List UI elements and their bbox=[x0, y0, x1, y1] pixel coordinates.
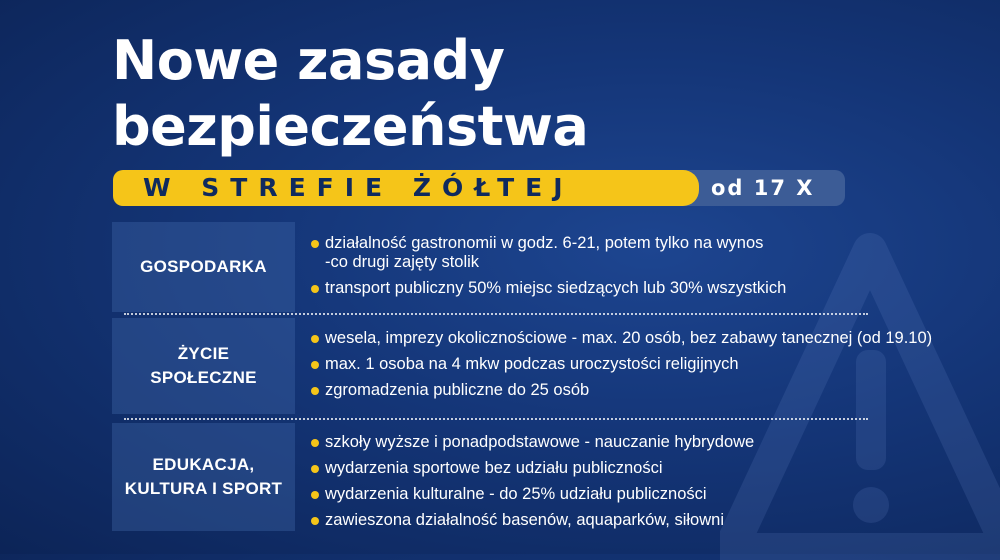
zone-date: od 17 X bbox=[711, 176, 815, 200]
bullet-dot-icon bbox=[311, 465, 319, 473]
section-divider bbox=[124, 418, 868, 420]
category-label: GOSPODARKA bbox=[140, 257, 267, 276]
category-label: EDUKACJA, KULTURA I SPORT bbox=[124, 455, 283, 498]
zone-banner bbox=[113, 170, 845, 206]
category-label: ŻYCIE SPOŁECZNE bbox=[150, 344, 257, 387]
list-item: transport publiczny 50% miejsc siedzących lub 30% wszystkich bbox=[311, 279, 991, 298]
title-line-2: bezpieczeństwa bbox=[112, 95, 589, 158]
page-title bbox=[112, 28, 588, 160]
bullet-dot-icon bbox=[311, 491, 319, 499]
category-edukacja-kultura-sport bbox=[112, 423, 295, 531]
category-zycie-spoleczne bbox=[112, 318, 295, 414]
list-item: szkoły wyższe i ponadpodstawowe - nauczanie hybrydowe bbox=[311, 433, 991, 452]
items-zycie-spoleczne bbox=[311, 329, 991, 407]
list-item: zgromadzenia publiczne do 25 osób bbox=[311, 381, 991, 400]
bullet-dot-icon bbox=[311, 387, 319, 395]
section-divider bbox=[124, 313, 868, 315]
list-item: wesela, imprezy okolicznościowe - max. 20 osób, bez zabawy tanecznej (od 19.10) bbox=[311, 329, 991, 348]
list-item: działalność gastronomii w godz. 6-21, potem tylko na wynos -co drugi zajęty stolik bbox=[311, 234, 991, 272]
items-gospodarka bbox=[311, 234, 991, 305]
bullet-dot-icon bbox=[311, 335, 319, 343]
title-line-1: Nowe zasady bbox=[112, 29, 505, 92]
list-item: wydarzenia sportowe bez udziału publiczności bbox=[311, 459, 991, 478]
bullet-dot-icon bbox=[311, 361, 319, 369]
items-edukacja-kultura-sport bbox=[311, 433, 991, 537]
bullet-dot-icon bbox=[311, 517, 319, 525]
bullet-dot-icon bbox=[311, 240, 319, 248]
category-gospodarka bbox=[112, 222, 295, 312]
zone-label: W STREFIE ŻÓŁTEJ bbox=[143, 173, 574, 202]
list-item: zawieszona działalność basenów, aquaparków, siłowni bbox=[311, 511, 991, 530]
list-item: max. 1 osoba na 4 mkw podczas uroczystości religijnych bbox=[311, 355, 991, 374]
bullet-dot-icon bbox=[311, 285, 319, 293]
list-item: wydarzenia kulturalne - do 25% udziału publiczności bbox=[311, 485, 991, 504]
bullet-dot-icon bbox=[311, 439, 319, 447]
